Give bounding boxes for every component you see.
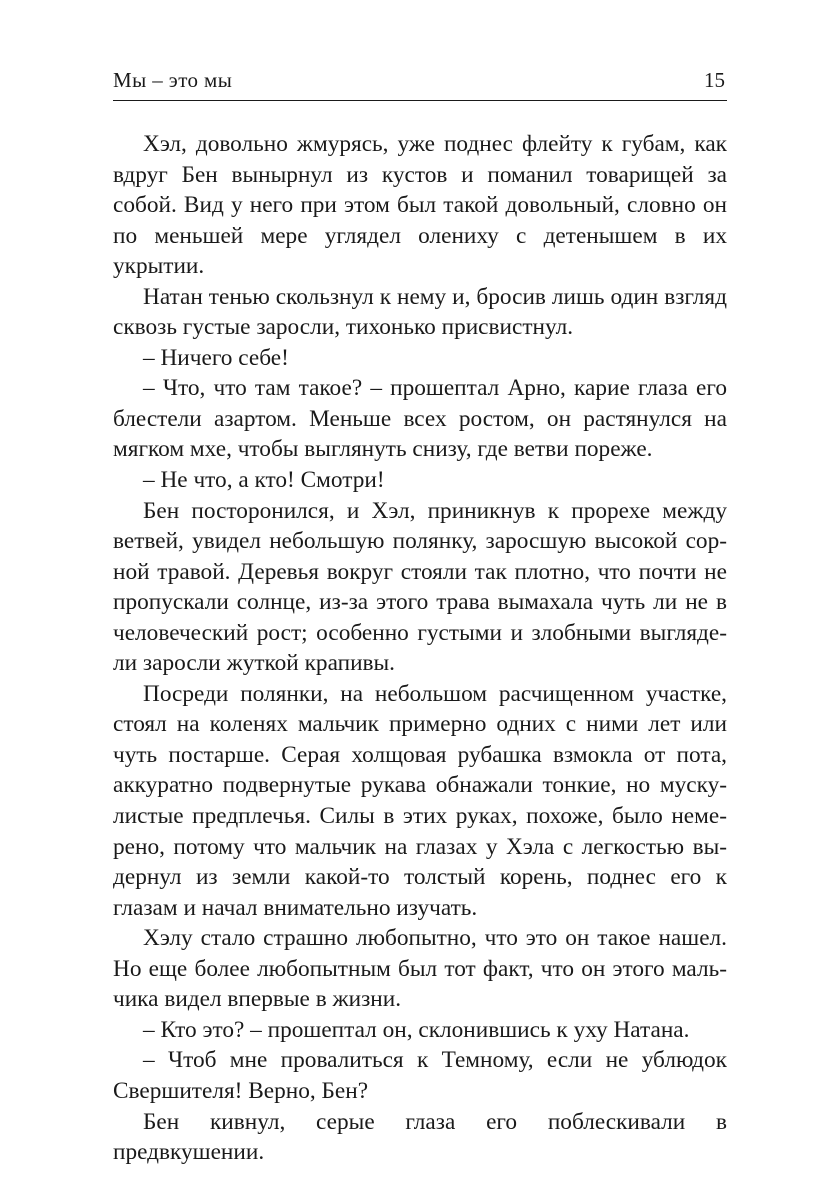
- paragraph: Бен посторонился, и Хэл, приникнув к прорехе между ветвей, увидел небольшую полянку, заросшую высокой сорной травой. Деревья вокруг стояли так плотно, что почти не пропускали солнце, из-за этого трава вымахала чуть ли не в человеческий рост; особенно густыми и злобными выглядели заросли жуткой крапивы.: [113, 497, 727, 677]
- dialogue-line: – Чтоб мне провалиться к Темному, если не ублюдок Свершителя! Верно, Бен?: [113, 1047, 727, 1104]
- paragraph: Бен кивнул, серые глаза его поблескивали в предвкушении.: [113, 1108, 727, 1166]
- paragraph: Натан тенью скользнул к нему и, бросив лишь один взгляд сквозь густые заросли, тихонько присвистнул.: [113, 283, 727, 341]
- body-text: [113, 129, 727, 1168]
- paragraph: Хэл, довольно жмурясь, уже поднес флейту к губам, как вдруг Бен вынырнул из кустов и поманил товарищей за собой. Вид у него при этом был такой довольный, словно он по меньшей мере углядел олениху с детенышем в их укрытии.: [113, 131, 727, 280]
- book-page: [113, 62, 727, 1168]
- page-number: 15: [704, 68, 725, 92]
- paragraph: Посреди полянки, на небольшом расчищенном участке, стоял на коленях мальчик примерно одних с ними лет или чуть постарше. Серая холщовая рубашка взмокла от пота, аккуратно подвернутые рукава обнажали тонкие, но мускулистые предплечья. Силы в этих руках, похоже, было немерено, потому что мальчик на глазах у Хэла с легкостью выдернул из земли какой-то толстый корень, поднес его к глазам и начал внимательно изучать.: [113, 680, 727, 921]
- dialogue-line: – Не что, а кто! Смотри!: [143, 467, 385, 494]
- paragraph: Хэлу стало страшно любопытно, что это он такое нашел. Но еще более любопытным был тот факт, что он этого мальчика видел впервые в жизни.: [113, 925, 727, 1013]
- running-header: [113, 62, 727, 101]
- dialogue-line: – Ничего себе!: [143, 344, 289, 371]
- running-title: Мы – это мы: [113, 68, 233, 92]
- dialogue-line: – Кто это? – прошептал он, склонившись к уху Натана.: [143, 1016, 690, 1043]
- dialogue-line: – Что, что там такое? – прошептал Арно, карие глаза его блестели азартом. Меньше всех ростом, он растянулся на мягком мхе, чтобы выглянуть снизу, где ветви пореже.: [113, 375, 727, 463]
